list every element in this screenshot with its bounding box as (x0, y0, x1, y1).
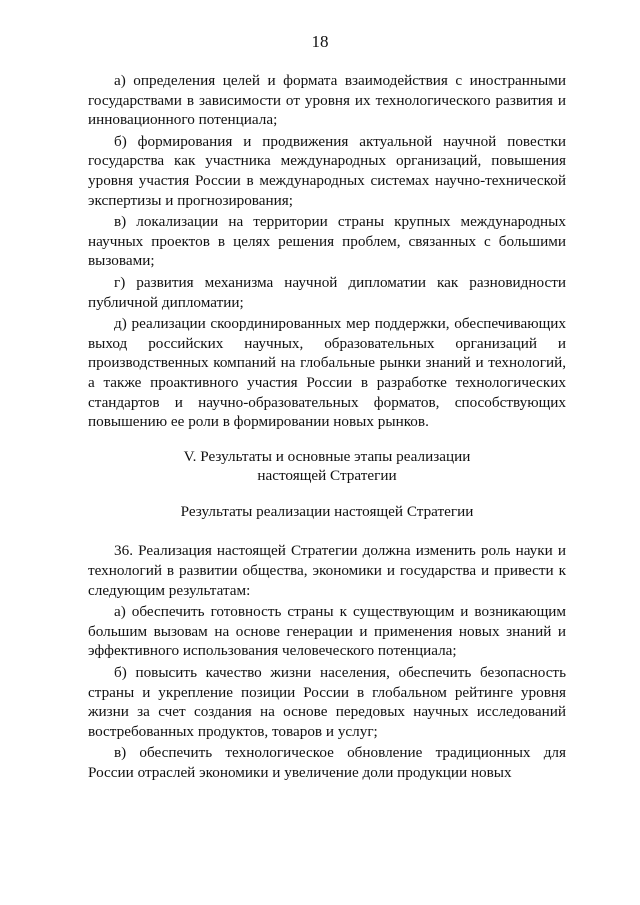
paragraph-36: 36. Реализация настоящей Стратегии должна изменить роль науки и технологий в развитии общества, экономики и государства и привести к следующим результатам: (88, 542, 566, 599)
paragraph-g: г) развития механизма научной дипломатии как разновидности публичной дипломатии; (88, 273, 566, 311)
document-body (88, 71, 566, 785)
result-v: в) обеспечить технологическое обновление традиционных для России отраслей экономики и увеличение доли продукции новых (88, 744, 566, 781)
paragraph-a: а) определения целей и формата взаимодействия с иностранными государствами в зависимости от уровня их технологического развития и инновационного потенциала; (88, 72, 566, 129)
subsection-heading: Результаты реализации настоящей Стратегии (180, 502, 474, 520)
result-a: а) обеспечить готовность страны к существующим и возникающим большим вызовам на основе генерации и применения новых знаний и эффективного использования человеческого потенциала; (88, 603, 566, 660)
section-heading-line2: настоящей Стратегии (257, 467, 397, 485)
paragraph-d: д) реализации скоординированных мер поддержки, обеспечивающих выход российских научных, образовательных организаций и производственных компаний на глобальные рынки знаний и технологий, а также проактивного участия России в разработке технологических стандартов и научно-образовательных форматов, способствующих повышению ее роли в формировании новых рынков. (88, 315, 566, 431)
section-heading-line1: V. Результаты и основные этапы реализации (183, 447, 471, 465)
section-heading (88, 447, 566, 486)
paragraph-b: б) формирования и продвижения актуальной научной повестки государства как участника международных организаций, повышения уровня участия России в международных системах научно-технической экспертизы и прогнозирования; (88, 132, 566, 209)
result-b: б) повысить качество жизни населения, обеспечить безопасность страны и укрепление позиции России в глобальном рейтинге уровня жизни за счет создания на основе передовых научных исследований востребованных продуктов, товаров и услуг; (88, 664, 566, 740)
paragraph-v: в) локализации на территории страны крупных международных научных проектов в целях решения проблем, связанных с большими вызовами; (88, 213, 566, 270)
page-number: 18 (311, 32, 329, 51)
